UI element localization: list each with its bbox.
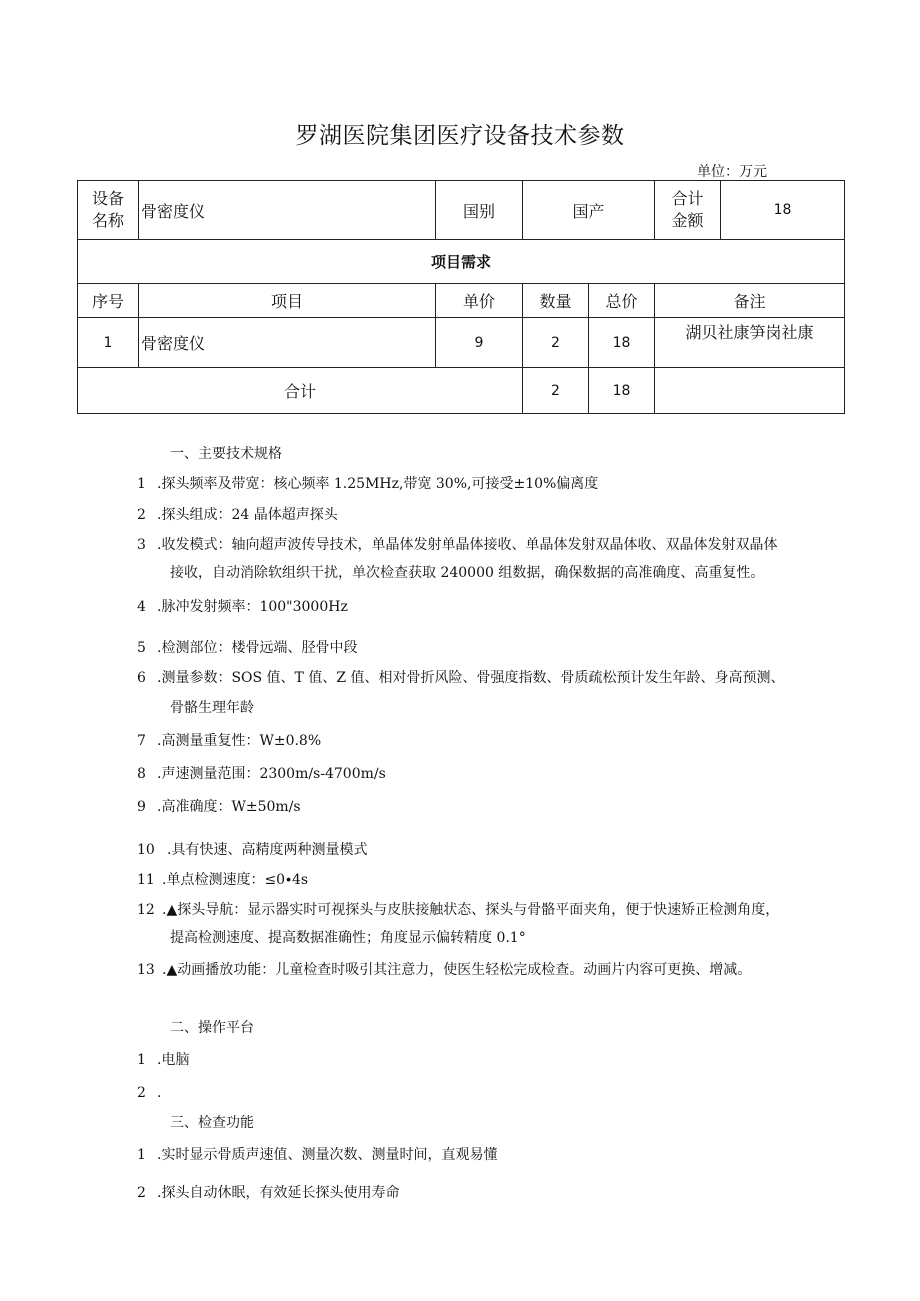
document-title: 罗湖医院集团医疗设备技术参数 [295,123,625,149]
device-row [78,181,845,240]
total-amount-value: 18 [721,181,845,240]
row-remark: 湖贝社康笋岗社康 [655,318,845,368]
sum-label: 合计 [78,368,523,414]
header-total-price: 总价 [589,284,655,318]
section-2-title: 二、操作平台 [170,1020,254,1036]
header-item: 项目 [139,284,436,318]
header-unit-price: 单价 [436,284,523,318]
section-1-title: 一、主要技术规格 [170,446,282,462]
row-total-price: 18 [589,318,655,368]
sum-row [78,368,845,414]
row-unit-price: 9 [436,318,523,368]
sum-remark [655,368,845,414]
header-remark: 备注 [655,284,845,318]
table-row [78,318,845,368]
row-seq: 1 [78,318,139,368]
country-value: 国产 [523,181,655,240]
device-name-label: 设备 名称 [78,181,139,240]
header-quantity: 数量 [523,284,589,318]
total-amount-label: 合计 金额 [655,181,721,240]
device-name-value: 骨密度仪 [139,181,436,240]
section-3-title: 三、检查功能 [170,1115,254,1131]
header-seq: 序号 [78,284,139,318]
equipment-table [77,180,845,414]
list-item-continuation: 提高检测速度、提高数据准确性；角度显示偏转精度 0.1° [170,930,526,946]
list-item-continuation: 骨骼生理年龄 [170,700,254,716]
row-quantity: 2 [523,318,589,368]
sum-total-price: 18 [589,368,655,414]
unit-label: 单位：万元 [697,164,767,180]
section-header: 项目需求 [78,240,845,284]
sum-quantity: 2 [523,368,589,414]
list-item-continuation: 接收，自动消除软组织干扰，单次检查获取 240000 组数据，确保数据的高准确度、高重复性。 [170,565,765,581]
country-label: 国别 [436,181,523,240]
row-item: 骨密度仪 [139,318,436,368]
header-row [78,284,845,318]
